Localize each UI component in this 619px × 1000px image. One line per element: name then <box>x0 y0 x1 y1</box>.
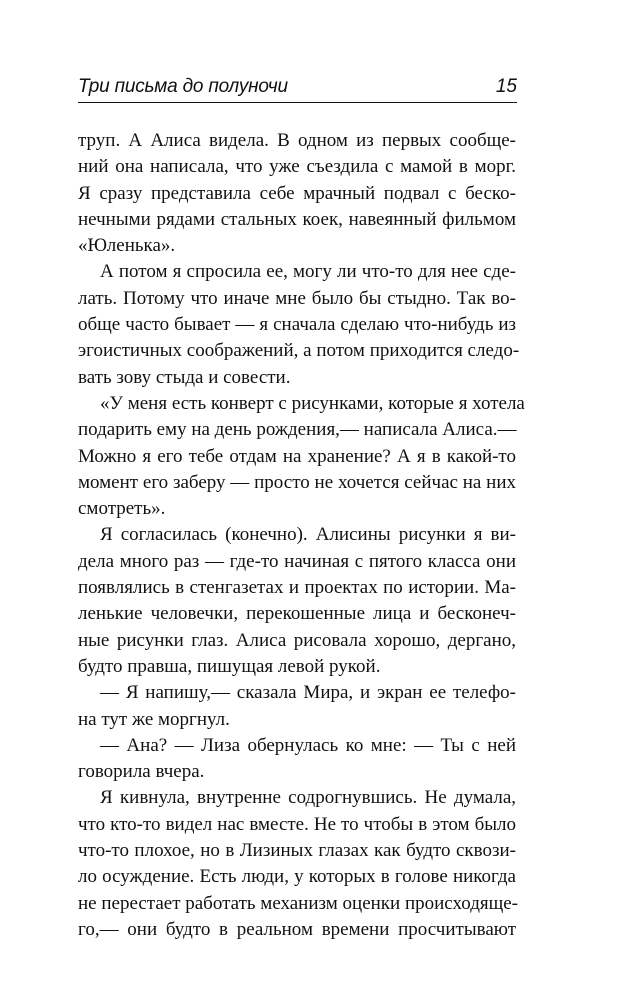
text-line: ные рисунки глаз. Алиса рисовала хорошо, дергано, <box>78 629 516 651</box>
text-line: труп. А Алиса видела. В одном из первых сообще- <box>78 130 516 151</box>
text-line: Можно я его тебе отдам на хранение? А я в какой-то <box>78 445 516 467</box>
text-line: — Ана? — Лиза обернулась ко мне: — Ты с ней <box>100 734 516 756</box>
page-number: 15 <box>495 76 517 97</box>
text-line: вать зову стыда и совести. <box>78 366 291 388</box>
text-line: ленькие человечки, перекошенные лица и бесконеч- <box>78 603 516 625</box>
running-header <box>78 76 517 106</box>
text-line: «Юленька». <box>78 235 176 257</box>
text-line: ло осуждение. Есть люди, у которых в голове никогда <box>78 866 516 888</box>
text-line: появлялись в стенгазетах и проектах по истории. Ма- <box>78 577 516 599</box>
text-line: Я согласилась (конечно). Алисины рисунки я ви- <box>100 524 516 546</box>
text-line: ний она написала, что уже съездила с мамой в морг. <box>78 156 516 178</box>
text-line: эгоистичных соображений, а потом приходится следо- <box>78 340 520 362</box>
text-line: что-то плохое, но в Лизиных глазах как будто сквози- <box>78 840 516 862</box>
text-line: смотреть». <box>78 498 166 520</box>
text-line: Я сразу представила себе мрачный подвал с беско- <box>78 182 516 204</box>
text-line: лать. Потому что иначе мне было бы стыдно. Так во- <box>78 287 516 309</box>
text-line: «У меня есть конверт с рисунками, которые я хотела <box>100 392 525 414</box>
text-line: дела много раз — где-то начиная с пятого класса они <box>78 550 516 572</box>
text-line: момент его заберу — просто не хочется сейчас на них <box>78 471 516 493</box>
header-rule <box>78 102 517 103</box>
text-line: нечными рядами стальных коек, навеянный фильмом <box>78 208 516 230</box>
text-line: А потом я спросила ее, могу ли что-то для нее сде- <box>100 261 516 283</box>
text-line: не перестает работать механизм оценки происходяще- <box>78 892 518 914</box>
text-line: обще часто бывает — я сначала сделаю что-нибудь из <box>78 314 516 336</box>
body-text <box>78 128 525 943</box>
text-line: Я кивнула, внутренне содрогнувшись. Не думала, <box>100 787 516 809</box>
text-line: говорила вчера. <box>78 761 205 783</box>
text-line: на тут же моргнул. <box>78 708 230 730</box>
text-line: — Я напишу,— сказала Мира, и экран ее телефо- <box>100 682 516 704</box>
text-line: что кто-то видел нас вместе. Не то чтобы в этом было <box>78 813 516 835</box>
text-line: подарить ему на день рождения,— написала Алиса.— <box>78 419 517 441</box>
book-title: Три письма до полуночи <box>78 76 288 97</box>
text-line: будто правша, пишущая левой рукой. <box>78 655 381 677</box>
text-line: го,— они будто в реальном времени просчитывают <box>78 918 516 940</box>
